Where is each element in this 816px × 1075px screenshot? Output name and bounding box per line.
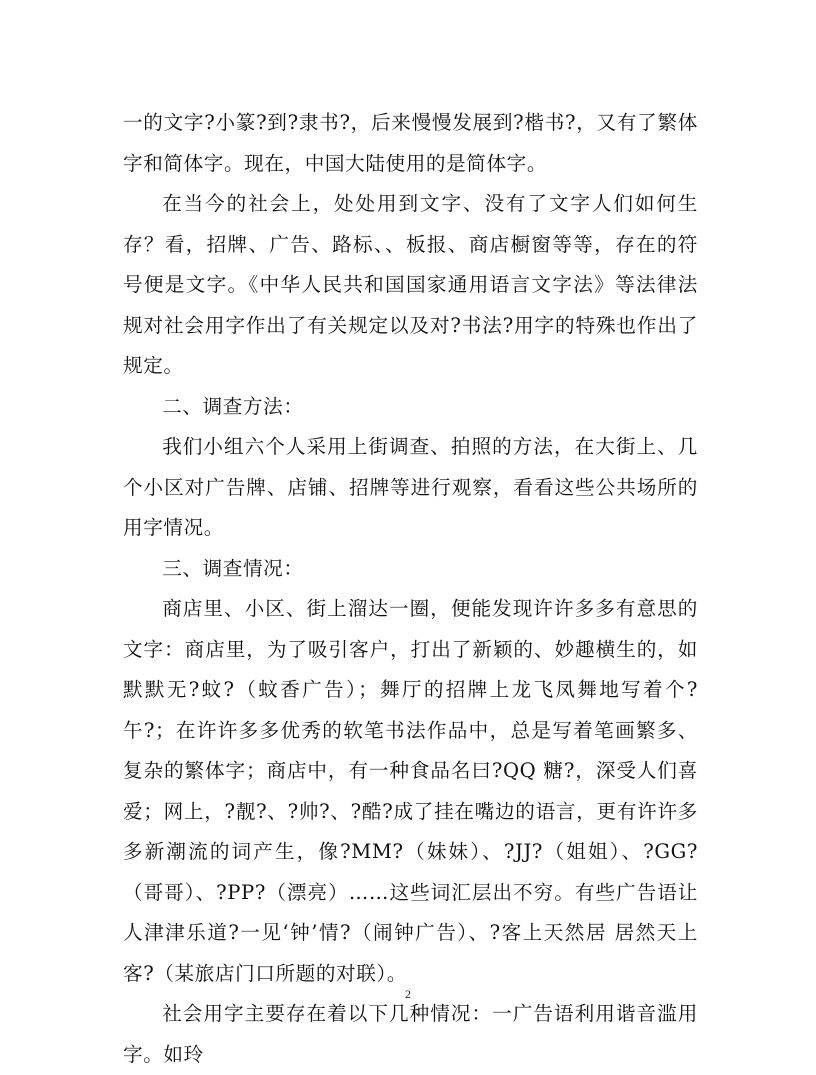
paragraph-continuation: 一的文字?小篆?到?隶书?，后来慢慢发展到?楷书?，又有了繁体字和简体字。现在，中国大陆使用的是简体字。 [123,111,698,175]
section-heading-findings: 三、调查情况： [162,556,304,580]
page-number: 2 [405,987,411,1001]
paragraph-social-writing: 在当今的社会上，处处用到文字、没有了文字人们如何生存？看，招牌、广告、路标、、板报、商店橱窗等等，存在的符号便是文字。《中华人民共和国国家通用语言文字法》等法律法规对社会用字作出了有关规定以及对?书法?用字的特殊也作出了规定。 [123,192,698,377]
document-body [123,103,698,1075]
paragraph-findings: 商店里、小区、街上溜达一圈，便能发现许许多多有意思的文字：商店里，为了吸引客户，打出了新颖的、妙趣横生的，如默默无?蚊?（蚊香广告）；舞厅的招牌上龙飞凤舞地写着个?午?；在许许多多优秀的软笔书法作品中，总是写着笔画繁多、复杂的繁体字；商店中，有一种食品名曰?QQ 糖?，深受人们喜爱；网上，?靓?、?帅?、?酷?成了挂在嘴边的语言，更有许许多多新潮流的词产生，像?MM?（妹妹）、?JJ?（姐姐）、?GG?（哥哥）、?PP?（漂亮）……这些词汇层出不穷。有些广告语让人津津乐道?一见‘钟’情?（闹钟广告）、?客上天然居 居然天上客?（某旅店门口所题的对联）。 [123,597,698,985]
paragraph-method: 我们小组六个人采用上街调查、拍照的方法，在大街上、几个小区对广告牌、店铺、招牌等进行观察，看看这些公共场所的用字情况。 [123,435,698,539]
paragraph-summary-start: 社会用字主要存在着以下几种情况：一广告语利用谐音滥用字。如玲 [123,1002,698,1066]
section-heading-method: 二、调查方法： [162,394,304,418]
